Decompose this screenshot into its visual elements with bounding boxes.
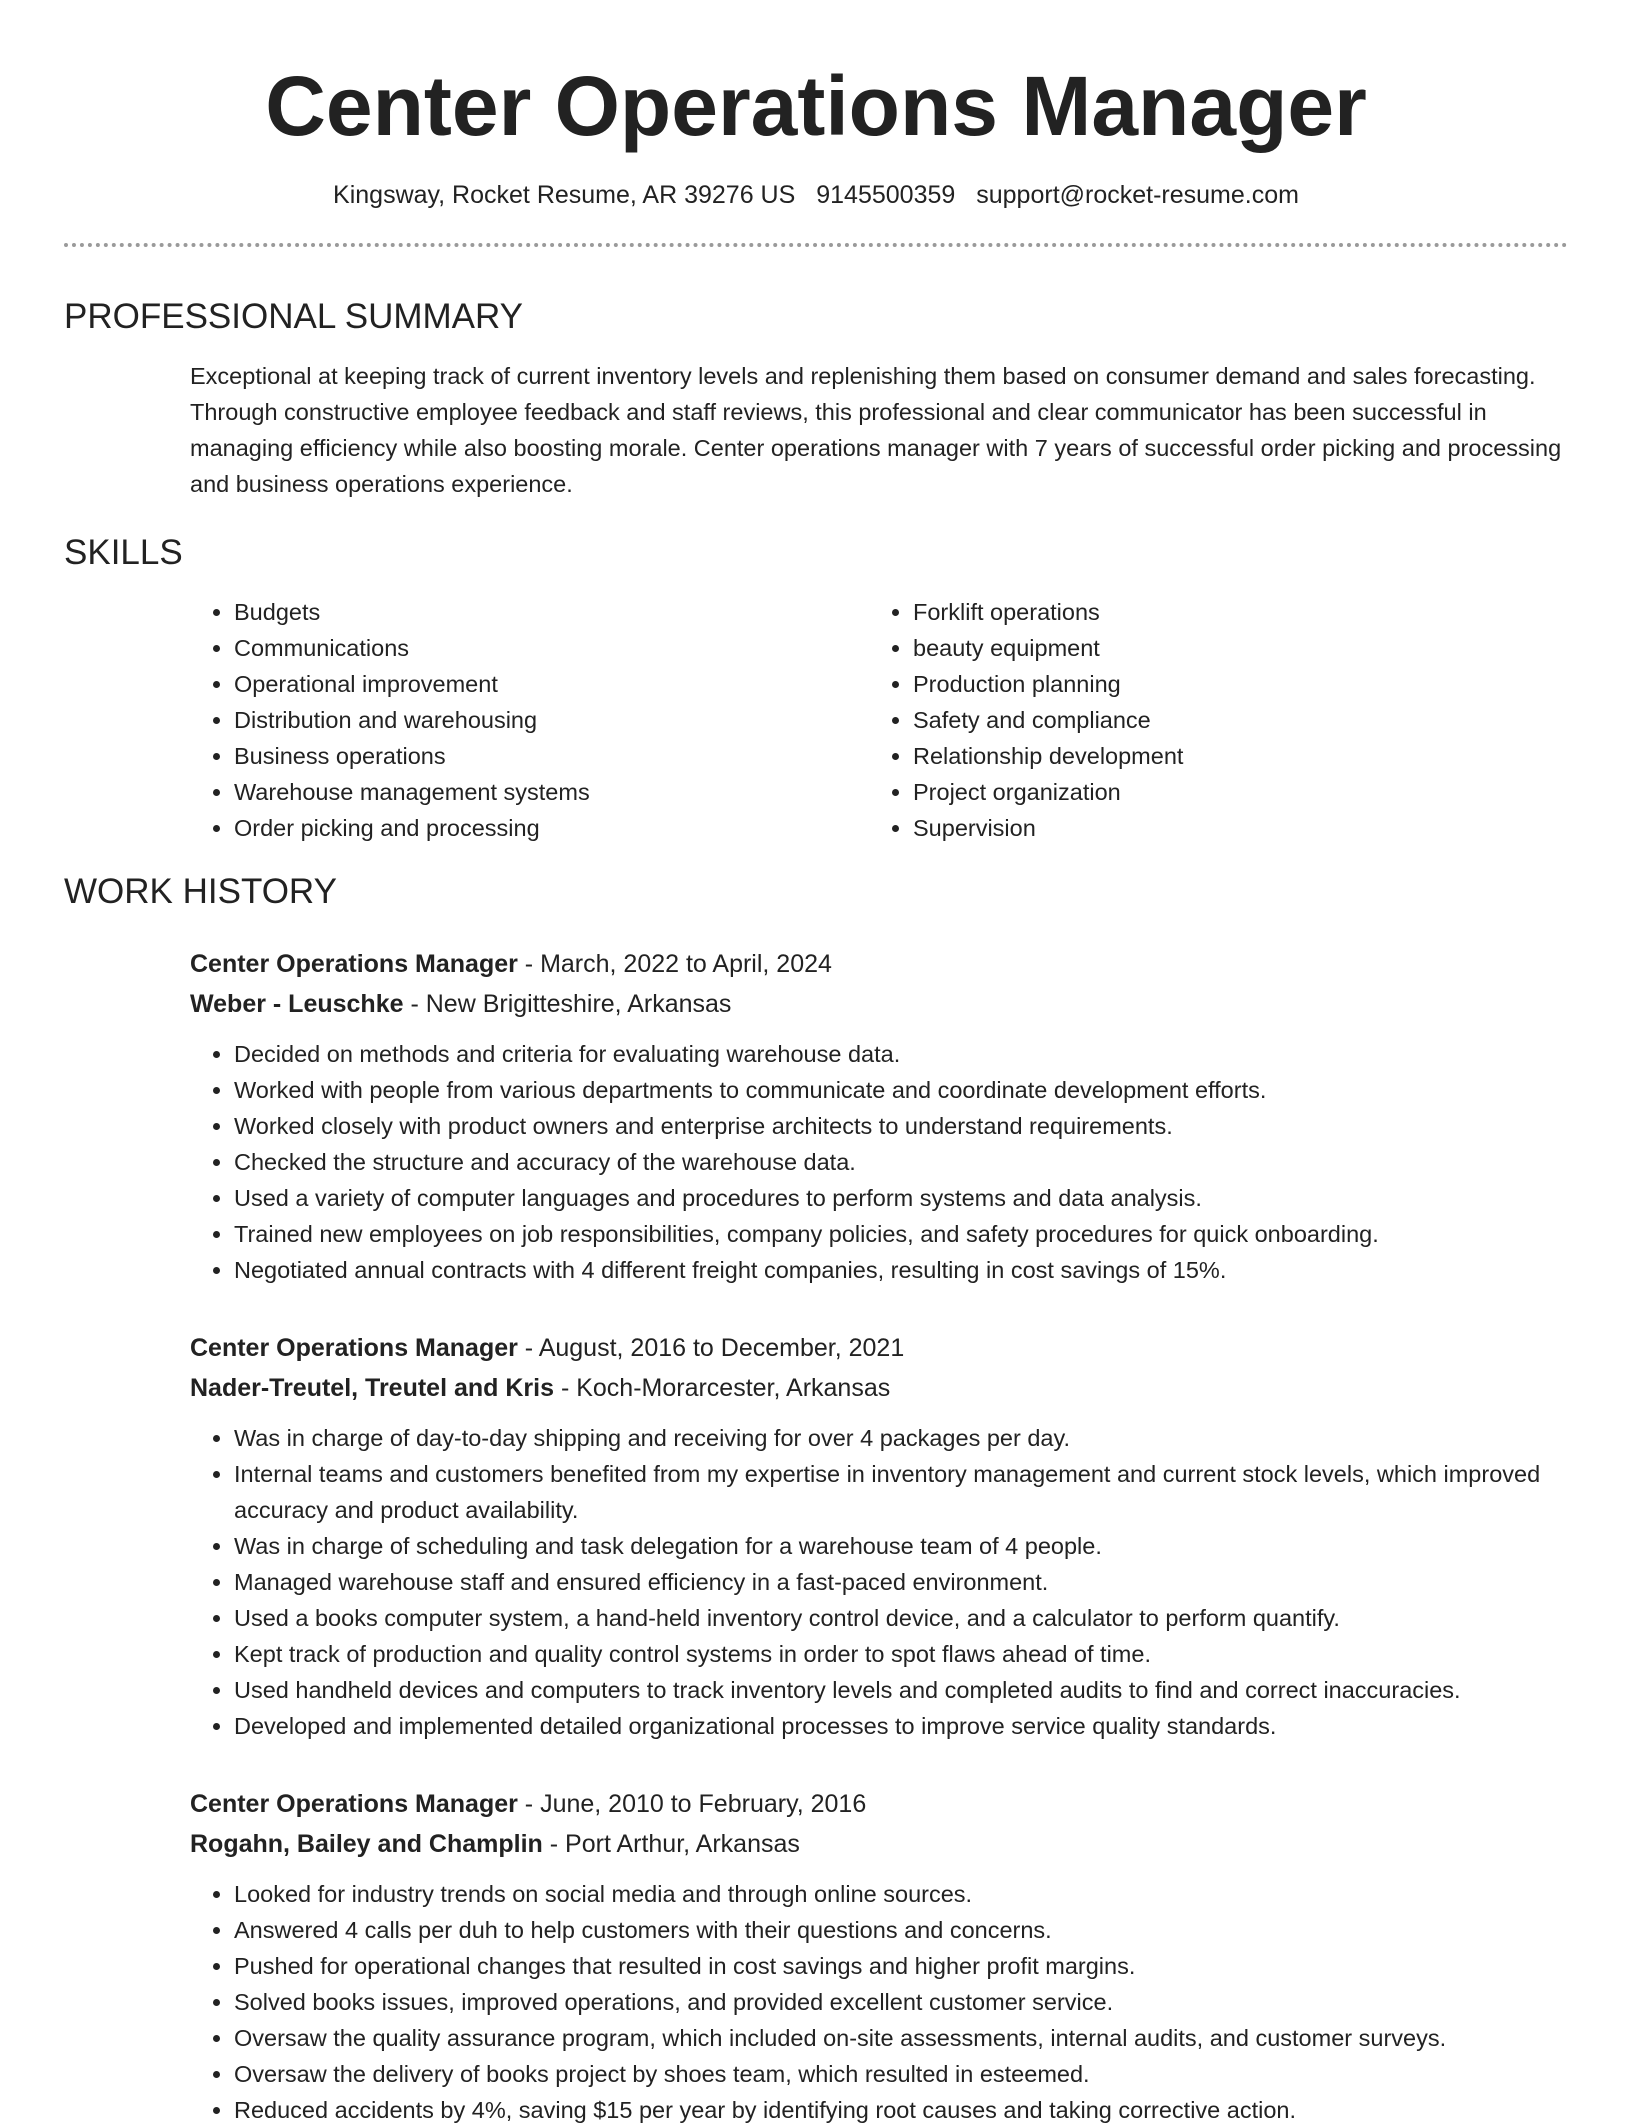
job-bullet: • Reduced accidents by 4%, saving $15 per year by identifying root causes and taking corrective action. xyxy=(234,2092,1568,2128)
job-entry xyxy=(190,944,1568,1288)
job-bullet: • Oversaw the delivery of books project by shoes team, which resulted in esteemed. xyxy=(234,2056,1568,2092)
job-bullets xyxy=(190,1420,1568,1744)
job-role-line xyxy=(190,944,1568,984)
skill-item: • Safety and compliance xyxy=(913,702,1183,738)
job-bullet: • Trained new employees on job responsibilities, company policies, and safety procedures for quick onboarding. xyxy=(234,1216,1568,1252)
skill-item: • Distribution and warehousing xyxy=(234,702,869,738)
contact-phone: 9145500359 xyxy=(816,181,956,209)
job-bullet: • Used a books computer system, a hand-held inventory control device, and a calculator to perform quantify. xyxy=(234,1600,1568,1636)
job-dates: - June, 2010 to February, 2016 xyxy=(517,1790,867,1818)
job-dates: - March, 2022 to April, 2024 xyxy=(517,950,832,978)
job-bullets xyxy=(190,1876,1568,2128)
job-company-line xyxy=(190,1824,1568,1864)
job-bullet: • Internal teams and customers benefited from my expertise in inventory management and current stock levels, which improved accuracy and product availability. xyxy=(234,1456,1568,1528)
job-role: Center Operations Manager xyxy=(190,950,518,978)
job-company: Rogahn, Bailey and Champlin xyxy=(190,1830,543,1858)
job-bullet: • Checked the structure and accuracy of the warehouse data. xyxy=(234,1144,1568,1180)
contact-info xyxy=(64,179,1568,211)
job-dates: - August, 2016 to December, 2021 xyxy=(517,1334,905,1362)
job-bullet: • Decided on methods and criteria for evaluating warehouse data. xyxy=(234,1036,1568,1072)
skills-list-right xyxy=(869,594,1183,846)
job-bullet: • Worked closely with product owners and enterprise architects to understand requirements. xyxy=(234,1108,1568,1144)
job-role: Center Operations Manager xyxy=(190,1334,518,1362)
job-bullet: • Managed warehouse staff and ensured efficiency in a fast-paced environment. xyxy=(234,1564,1568,1600)
job-location: - Koch-Morarcester, Arkansas xyxy=(554,1374,891,1402)
header-divider xyxy=(64,243,1568,247)
job-role-line xyxy=(190,1784,1568,1824)
work-history-heading: WORK HISTORY xyxy=(64,872,337,911)
job-entry xyxy=(190,1784,1568,2128)
skill-item: • beauty equipment xyxy=(913,630,1183,666)
job-role: Center Operations Manager xyxy=(190,1790,518,1818)
skill-item: • Relationship development xyxy=(913,738,1183,774)
job-bullet: • Developed and implemented detailed organizational processes to improve service quality standards. xyxy=(234,1708,1568,1744)
skills-heading: SKILLS xyxy=(64,533,183,572)
skill-item: • Communications xyxy=(234,630,869,666)
job-bullet: • Oversaw the quality assurance program, which included on-site assessments, internal audits, and customer surveys. xyxy=(234,2020,1568,2056)
skill-item: • Budgets xyxy=(234,594,869,630)
job-location: - New Brigitteshire, Arkansas xyxy=(403,990,732,1018)
job-bullet: • Negotiated annual contracts with 4 different freight companies, resulting in cost savings of 15%. xyxy=(234,1252,1568,1288)
job-bullet: • Worked with people from various departments to communicate and coordinate development efforts. xyxy=(234,1072,1568,1108)
skills-grid xyxy=(190,594,1568,846)
job-bullet: • Used a variety of computer languages and procedures to perform systems and data analysis. xyxy=(234,1180,1568,1216)
skill-item: • Order picking and processing xyxy=(234,810,869,846)
skill-item: • Production planning xyxy=(913,666,1183,702)
skill-item: • Supervision xyxy=(913,810,1183,846)
job-bullet: • Was in charge of day-to-day shipping and receiving for over 4 packages per day. xyxy=(234,1420,1568,1456)
job-company-line xyxy=(190,984,1568,1024)
job-location: - Port Arthur, Arkansas xyxy=(542,1830,800,1858)
resume-name: Center Operations Manager xyxy=(265,59,1367,153)
skill-item: • Business operations xyxy=(234,738,869,774)
summary-text: Exceptional at keeping track of current inventory levels and replenishing them based on consumer demand and sales forecasting. Through constructive employee feedback and staff reviews, this professional and clear communicator has been successful in managing efficiency while also boosting morale. Center operations manager with 7 years of successful order picking and processing and business operations experience. xyxy=(190,363,1562,497)
job-bullet: • Looked for industry trends on social media and through online sources. xyxy=(234,1876,1568,1912)
job-bullet: • Pushed for operational changes that resulted in cost savings and higher profit margins. xyxy=(234,1948,1568,1984)
job-bullet: • Was in charge of scheduling and task delegation for a warehouse team of 4 people. xyxy=(234,1528,1568,1564)
job-bullet: • Kept track of production and quality control systems in order to spot flaws ahead of time. xyxy=(234,1636,1568,1672)
job-company-line xyxy=(190,1368,1568,1408)
skill-item: • Forklift operations xyxy=(913,594,1183,630)
contact-address: Kingsway, Rocket Resume, AR 39276 US xyxy=(333,181,796,209)
job-entry xyxy=(190,1328,1568,1744)
job-company: Nader-Treutel, Treutel and Kris xyxy=(190,1374,554,1402)
skills-list-left xyxy=(190,594,869,846)
job-bullet: • Answered 4 calls per duh to help customers with their questions and concerns. xyxy=(234,1912,1568,1948)
skill-item: • Project organization xyxy=(913,774,1183,810)
contact-email: support@rocket-resume.com xyxy=(976,181,1299,209)
job-bullets xyxy=(190,1036,1568,1288)
skill-item: • Operational improvement xyxy=(234,666,869,702)
job-bullet: • Solved books issues, improved operations, and provided excellent customer service. xyxy=(234,1984,1568,2020)
job-bullet: • Used handheld devices and computers to track inventory levels and completed audits to find and correct inaccuracies. xyxy=(234,1672,1568,1708)
skill-item: • Warehouse management systems xyxy=(234,774,869,810)
summary-heading: PROFESSIONAL SUMMARY xyxy=(64,297,523,336)
job-role-line xyxy=(190,1328,1568,1368)
job-company: Weber - Leuschke xyxy=(190,990,404,1018)
